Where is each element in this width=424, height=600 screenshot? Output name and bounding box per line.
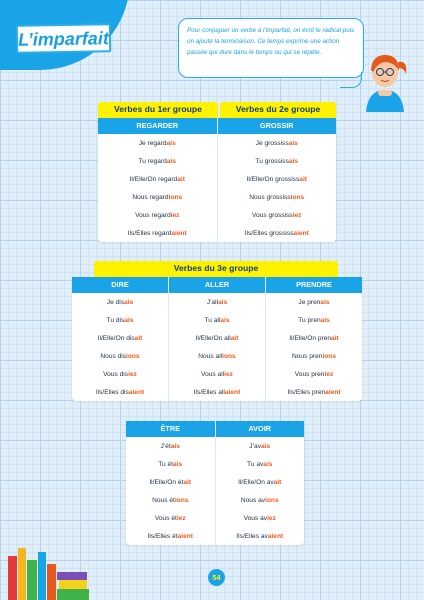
table-row: Vous all iez — [201, 370, 233, 378]
column-grossir — [217, 118, 337, 242]
column-prendre — [265, 277, 362, 401]
column-header: AVOIR — [216, 421, 305, 437]
table-row: Nous dis ions — [100, 352, 140, 360]
table-row: Tu all ais — [204, 316, 230, 324]
column-header: DIRE — [72, 277, 168, 293]
table-row: Il/Elle/On grossiss ait — [246, 175, 307, 183]
table-row: Tu pren ais — [298, 316, 330, 324]
table-row: Ils/Elles dis aient — [95, 388, 145, 396]
page-number: 54 — [208, 569, 225, 586]
table-row: Ils/Elles all aient — [193, 388, 241, 396]
column-aller — [168, 277, 265, 401]
table-row: Nous av ions — [240, 496, 279, 504]
table-row: Nous pren ions — [292, 352, 336, 360]
table-row: Ils/Elles grossiss aient — [244, 229, 309, 237]
table-row: Il/Elle/On all ait — [195, 334, 239, 342]
table-row: Je regard ais — [138, 139, 176, 147]
tab-first-group — [98, 102, 218, 118]
table-row: Vous grossiss iez — [252, 211, 302, 219]
intro-text: Pour conjuguer un verbe à l’imparfait, on écrit le radical puis on ajoute la terminaison. Ce temps exprime une action passée qui dure dans le temps ou qui se répète. — [187, 27, 355, 56]
tab-second-group — [220, 102, 336, 118]
girl-illustration-icon — [362, 50, 408, 112]
tab-third-group — [94, 261, 338, 277]
table-row: Il/Elle/On regard ait — [129, 175, 185, 183]
first-group-label: Verbes du 1er groupe — [114, 104, 202, 114]
table-row: Tu av ais — [247, 460, 273, 468]
irregular-verbs-table — [126, 421, 304, 545]
books-icon — [6, 542, 90, 600]
table-row: Vous regard iez — [135, 211, 180, 219]
page-title: L’imparfait — [17, 28, 110, 50]
column-header: REGARDER — [98, 118, 217, 134]
table-row: J’all ais — [206, 298, 228, 306]
table-row: Il/Elle/On pren ait — [289, 334, 339, 342]
column-header: GROSSIR — [218, 118, 337, 134]
second-group-label: Verbes du 2e groupe — [235, 104, 321, 114]
table-row: Vous ét iez — [154, 514, 186, 522]
third-group-table — [72, 277, 362, 401]
table-row: Vous av iez — [243, 514, 276, 522]
first-second-group-table — [98, 118, 336, 242]
table-row: Je dis ais — [106, 298, 134, 306]
speech-bubble-tail — [340, 72, 362, 88]
table-row: Nous ét ions — [152, 496, 189, 504]
table-row: Vous dis iez — [103, 370, 137, 378]
table-row: Nous grossiss ions — [249, 193, 305, 201]
column-header: ÊTRE — [126, 421, 215, 437]
intro-speech-bubble — [178, 18, 364, 78]
table-row: Je pren ais — [298, 298, 330, 306]
table-row: Vous pren iez — [294, 370, 334, 378]
table-row: Ils/Elles ét aient — [147, 532, 193, 540]
table-row: Tu regard ais — [138, 157, 176, 165]
table-row: J’av ais — [249, 442, 271, 450]
table-row: Il/Elle/On ét ait — [149, 478, 192, 486]
table-row: Il/Elle/On dis ait — [97, 334, 143, 342]
column-etre — [126, 421, 215, 545]
table-row: Tu grossiss ais — [255, 157, 299, 165]
table-row: Tu ét ais — [158, 460, 183, 468]
column-header: ALLER — [169, 277, 265, 293]
table-row: Ils/Elles av aient — [236, 532, 284, 540]
page-title-box — [16, 23, 111, 54]
table-row: Tu dis ais — [106, 316, 134, 324]
table-row: Ils/Elles pren aient — [287, 388, 341, 396]
column-avoir — [215, 421, 305, 545]
column-regarder — [98, 118, 217, 242]
table-row: Je grossiss ais — [255, 139, 298, 147]
table-row: J’ét ais — [160, 442, 180, 450]
table-row: Nous regard ions — [132, 193, 183, 201]
column-dire — [72, 277, 168, 401]
table-row: Nous all ions — [198, 352, 236, 360]
column-header: PRENDRE — [266, 277, 362, 293]
table-row: Il/Elle/On av ait — [238, 478, 282, 486]
table-row: Ils/Elles regard aient — [127, 229, 187, 237]
third-group-label: Verbes du 3e groupe — [173, 263, 259, 273]
